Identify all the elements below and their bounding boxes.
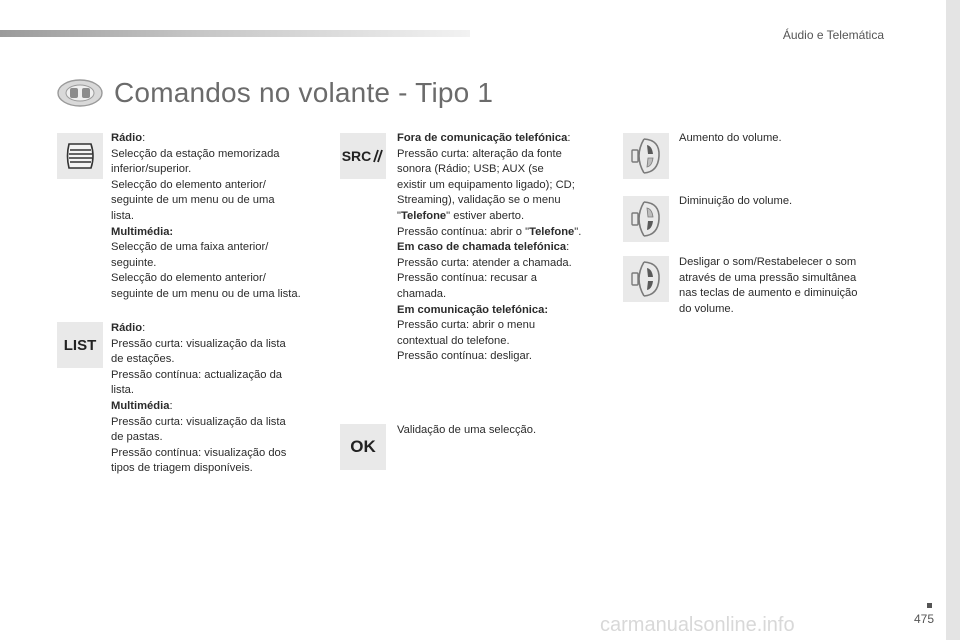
mute-control — [623, 256, 669, 302]
ok-button — [340, 424, 386, 470]
header-gradient-bar — [0, 30, 470, 37]
steering-controls-icon — [56, 76, 104, 110]
watermark: carmanualsonline.info — [600, 614, 795, 636]
src-button-label: SRC — [341, 148, 372, 164]
text-volume-up: Aumento do volume. — [679, 132, 782, 144]
volume-down-control-icon — [628, 199, 664, 239]
list-button — [57, 322, 103, 368]
mute-control-icon — [628, 259, 664, 299]
text-mute: Desligar o som/Restabelecer o som através de uma pressão simultânea nas teclas de aumento e diminuição do volume. — [679, 256, 858, 315]
section-title: Áudio e Telemática — [782, 28, 884, 42]
text-radio-scroll: Rádio: Selecção da estação memorizada inferior/superior. Selecção do elemento anterior/ seguinte de um menu ou de uma lista. Multimédia: Selecção de uma faixa anterior/ seguinte. Selecção do elemento anterior/ seguinte de um menu ou de uma lista. — [111, 132, 301, 300]
text-src-phone: Fora de comunicação telefónica: Pressão curta: alteração da fonte sonora (Rádio; USB; AUX (se existir um equipamento ligado); CD; Streaming), validação se o menu "Telefone" estiver aberto. Pressão contínua: abrir o "Telefone". Em caso de chamada telefónica: Pressão curta: atender a chamada. Pressão contínua: recusar a chamada. Em comunicação telefónica: Pressão curta: abrir o menu contextual do telefone. Pressão contínua: desligar. — [397, 132, 582, 363]
page-side-strip — [946, 0, 960, 640]
volume-up-control-icon — [628, 136, 664, 176]
page-marker-dot — [927, 603, 932, 608]
volume-down-control — [623, 196, 669, 242]
text-radio-list: Rádio: Pressão curta: visualização da lista de estações. Pressão contínua: actualização da lista. Multimédia: Pressão curta: visualização da lista de pastas. Pressão contínua: visualização dos tipos de triagem disponíveis. — [111, 322, 287, 475]
scroll-wheel-button — [57, 133, 103, 179]
src-button — [340, 133, 386, 179]
scroll-wheel-icon — [63, 141, 97, 171]
phone-slash-icon — [372, 149, 384, 163]
volume-up-control — [623, 133, 669, 179]
page-title: Comandos no volante - Tipo 1 — [114, 77, 494, 108]
list-button-label: LIST — [63, 336, 97, 354]
ok-button-label: OK — [350, 437, 376, 456]
page-title-row — [56, 76, 493, 110]
text-ok: Validação de uma selecção. — [397, 424, 537, 436]
text-volume-down: Diminuição do volume. — [679, 195, 793, 207]
page-number: 475 — [913, 612, 934, 626]
